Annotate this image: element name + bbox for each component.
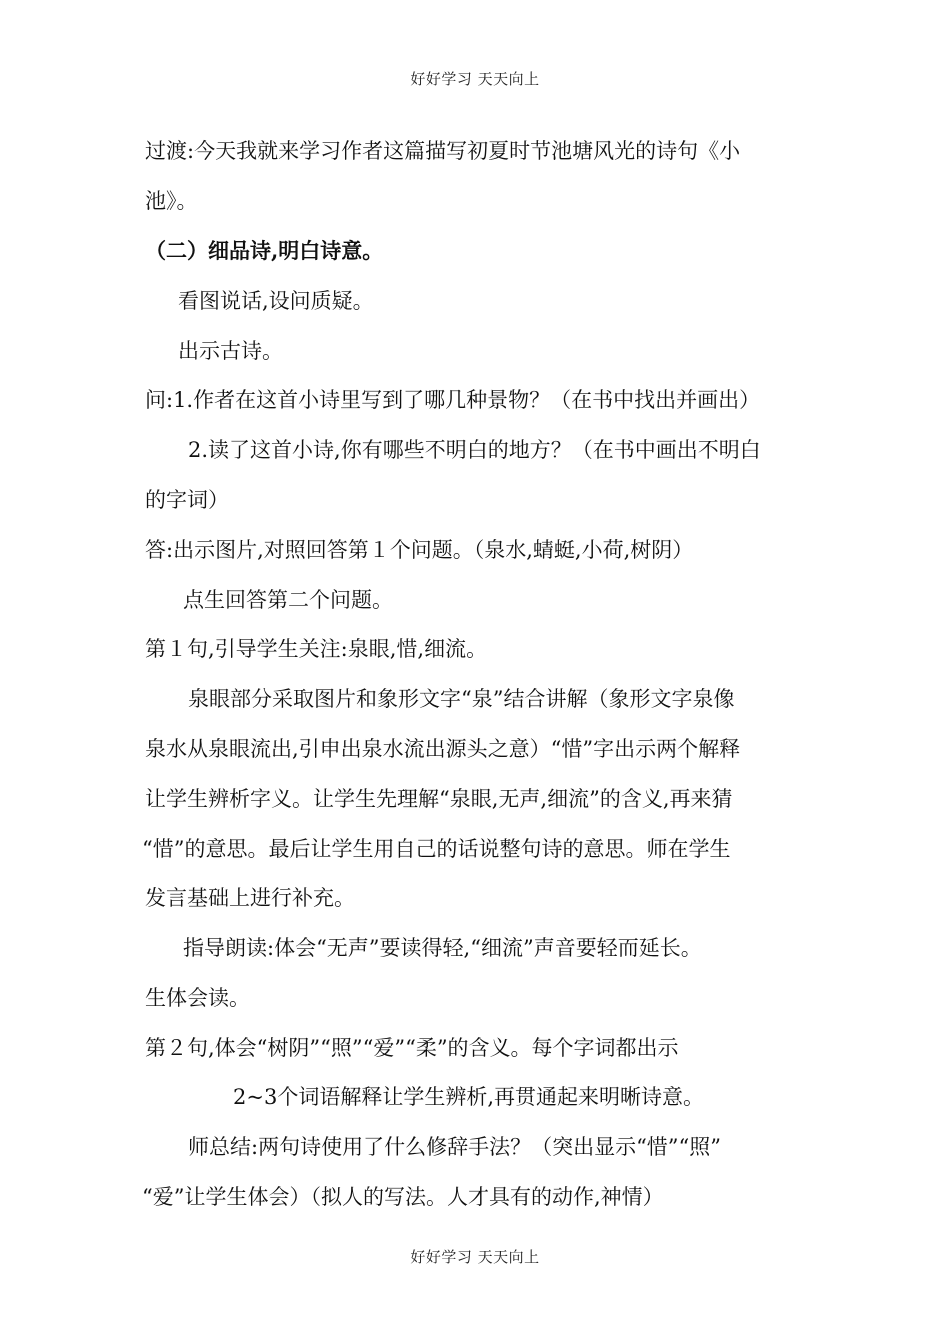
text-line-answer: 答:出示图片,对照回答第１个问题。（泉水,蜻蜓,小荷,树阴） bbox=[145, 538, 694, 562]
text-line-question-2-cont: 的字词） bbox=[145, 488, 229, 512]
text-line-summary-cont: “爱”让学生体会）（拟人的写法。人才具有的动作,神情） bbox=[142, 1185, 664, 1209]
text-line-sentence-2: 第２句,体会“树阴”“照”“爱”“柔”的含义。每个字词都出示 bbox=[145, 1036, 679, 1060]
text-line-question-2: 2.读了这首小诗,你有哪些不明白的地方？（在书中画出不明白 bbox=[188, 438, 761, 462]
text-line-question-1: 问:1.作者在这首小诗里写到了哪几种景物？（在书中找出并画出） bbox=[145, 388, 761, 412]
text-line-look-and-talk: 看图说话,设问质疑。 bbox=[178, 289, 374, 313]
text-line-second-question: 点生回答第二个问题。 bbox=[183, 588, 393, 612]
text-line-explanation-5: 发言基础上进行补充。 bbox=[145, 886, 355, 910]
text-line-sentence-2-cont: 2~3个词语解释让学生辨析,再贯通起来明晰诗意。 bbox=[233, 1085, 704, 1109]
text-line-explanation-1: 泉眼部分采取图片和象形文字“泉”结合讲解（象形文字泉像 bbox=[188, 687, 735, 711]
text-line-explanation-2: 泉水从泉眼流出,引申出泉水流出源头之意）“惜”字出示两个解释 bbox=[145, 737, 741, 761]
text-line-explanation-4: “惜”的意思。最后让学生用自己的话说整句诗的意思。师在学生 bbox=[142, 837, 731, 861]
text-line-sentence-1: 第１句,引导学生关注:泉眼,惜,细流。 bbox=[145, 637, 488, 661]
page-footer: 好好学习 天天向上 bbox=[410, 1248, 540, 1266]
text-line-transition: 过渡:今天我就来学习作者这篇描写初夏时节池塘风光的诗句《小 bbox=[145, 139, 741, 163]
text-line-student-reads: 生体会读。 bbox=[145, 986, 250, 1010]
section-heading: （二）细品诗,明白诗意。 bbox=[145, 238, 384, 263]
text-line-summary: 师总结:两句诗使用了什么修辞手法？（突出显示“惜”“照” bbox=[188, 1135, 722, 1159]
text-line-transition-cont: 池》。 bbox=[145, 189, 198, 213]
text-line-reading-guide: 指导朗读:体会“无声”要读得轻,“细流”声音要轻而延长。 bbox=[183, 936, 702, 960]
page-header: 好好学习 天天向上 bbox=[410, 70, 540, 88]
text-line-show-poem: 出示古诗。 bbox=[178, 339, 283, 363]
text-line-explanation-3: 让学生辨析字义。让学生先理解“泉眼,无声,细流”的含义,再来猜 bbox=[145, 787, 733, 811]
